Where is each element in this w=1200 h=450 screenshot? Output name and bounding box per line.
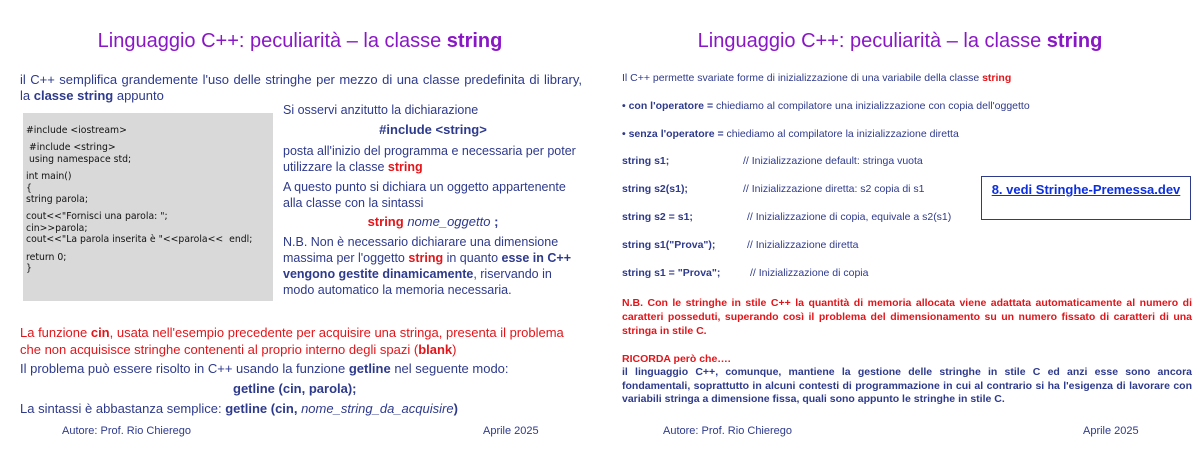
link-box — [981, 176, 1191, 220]
dichiara-text: A questo punto si dichiara un oggetto appartenente alla classe con la sintassi — [283, 180, 566, 210]
footer-date: Aprile 2025 — [483, 425, 539, 437]
decl-comment: // Inizializzazione di copia, equivale a s2(s1) — [747, 211, 952, 223]
slide-right — [600, 0, 1200, 450]
code-line: return 0; — [26, 251, 67, 263]
code-line: #include <string> — [26, 142, 116, 154]
decl-comment: // Inizializzazione di copia — [750, 267, 869, 279]
slide-title: Linguaggio C++: peculiarità – la classe string — [97, 30, 503, 52]
ricorda-heading: RICORDA però che…. — [622, 353, 731, 365]
stringhe-premessa-link[interactable]: 8. vedi Stringhe-Premessa.dev — [991, 182, 1181, 197]
code-example — [23, 113, 273, 301]
bullet-without-operator: • senza l'operatore = chiediamo al compilatore la inizializzazione diretta — [622, 128, 959, 140]
footer-author: Autore: Prof. Rio Chierego — [62, 425, 192, 437]
nb-memory-text: N.B. Con le stringhe in stile C++ la quantità di memoria allocata viene adattata automaticamente al numero di caratteri posseduti, superando così il problema del dimensionamento su un numero fissato di caratteri di una stringa in stile C. — [622, 297, 1192, 337]
decl-comment: // Inizializzazione diretta — [747, 239, 859, 251]
intro-text: il C++ semplifica grandemente l'uso delle stringhe per mezzo di una classe predefinita di library, la classe string appunto — [20, 72, 582, 103]
decl-code: string s1; — [622, 155, 670, 167]
sintassi-text: La sintassi è abbastanza semplice: getline (cin, nome_string_da_acquisire) — [20, 401, 458, 416]
getline-example: getline (cin, parola); — [233, 381, 357, 396]
code-line: #include <iostream> — [26, 125, 127, 136]
code-line: { — [26, 182, 32, 194]
footer-author: Autore: Prof. Rio Chierego — [663, 425, 793, 437]
cin-problem-text: La funzione cin, usata nell'esempio precedente per acquisire una stringa, presenta il problema che non acquisisce stringhe contenenti al proprio interno degli spazi (blank) — [20, 325, 564, 357]
decl-comment: // Inizializzazione default: stringa vuota — [743, 155, 923, 167]
decl-code: string s2(s1); — [622, 183, 688, 195]
nb-text: N.B. Non è necessario dichiarare una dimensione massima per l'oggetto string in quanto esse in C++ vengono gestite dinamicamente, riservando in modo automatico la memoria necessaria. — [283, 235, 571, 297]
include-directive: #include <string> — [379, 122, 487, 137]
decl-code: string s1("Prova"); — [622, 239, 716, 251]
decl-code: string s2 = s1; — [622, 211, 693, 223]
footer-date: Aprile 2025 — [1083, 425, 1139, 437]
bullet-with-operator: • con l'operatore = chiediamo al compilatore una inizializzazione con copia dell'oggetto — [622, 100, 1030, 112]
decl-comment: // Inizializzazione diretta: s2 copia di s1 — [743, 183, 925, 195]
init-intro: Il C++ permette svariate forme di inizializzazione di una variabile della classe string — [622, 72, 1012, 84]
code-line: int main() — [26, 171, 72, 183]
risolto-text: Il problema può essere risolto in C++ usando la funzione getline nel seguente modo: — [20, 361, 509, 376]
syntax-declaration: string nome_oggetto ; — [367, 214, 499, 229]
code-line: cin>>parola; — [26, 222, 88, 234]
slide-title: Linguaggio C++: peculiarità – la classe string — [697, 30, 1103, 52]
code-line: cout<<"Fornisci una parola: "; — [26, 211, 168, 223]
ricorda-text: il linguaggio C++, comunque, mantiene la gestione delle stringhe in stile C ed anzi esse sono ancora fondamentali, soprattutto in alcuni contesti di programmazione in cui al contrario si ha l'esigenza di lavorare con variabili stringa a dimensione fissa, quali sono appunto le stringhe in stile C. — [622, 366, 1192, 405]
posta-text: posta all'inizio del programma e necessaria per poter utilizzare la classe string — [283, 144, 576, 174]
code-line: cout<<"La parola inserita è "<<parola<< endl; — [26, 234, 253, 246]
decl-code: string s1 = "Prova"; — [622, 267, 721, 279]
code-line: string parola; — [26, 193, 88, 205]
observe-text: Si osservi anzitutto la dichiarazione — [283, 103, 479, 117]
code-line: } — [26, 262, 32, 274]
code-line: using namespace std; — [26, 153, 132, 165]
